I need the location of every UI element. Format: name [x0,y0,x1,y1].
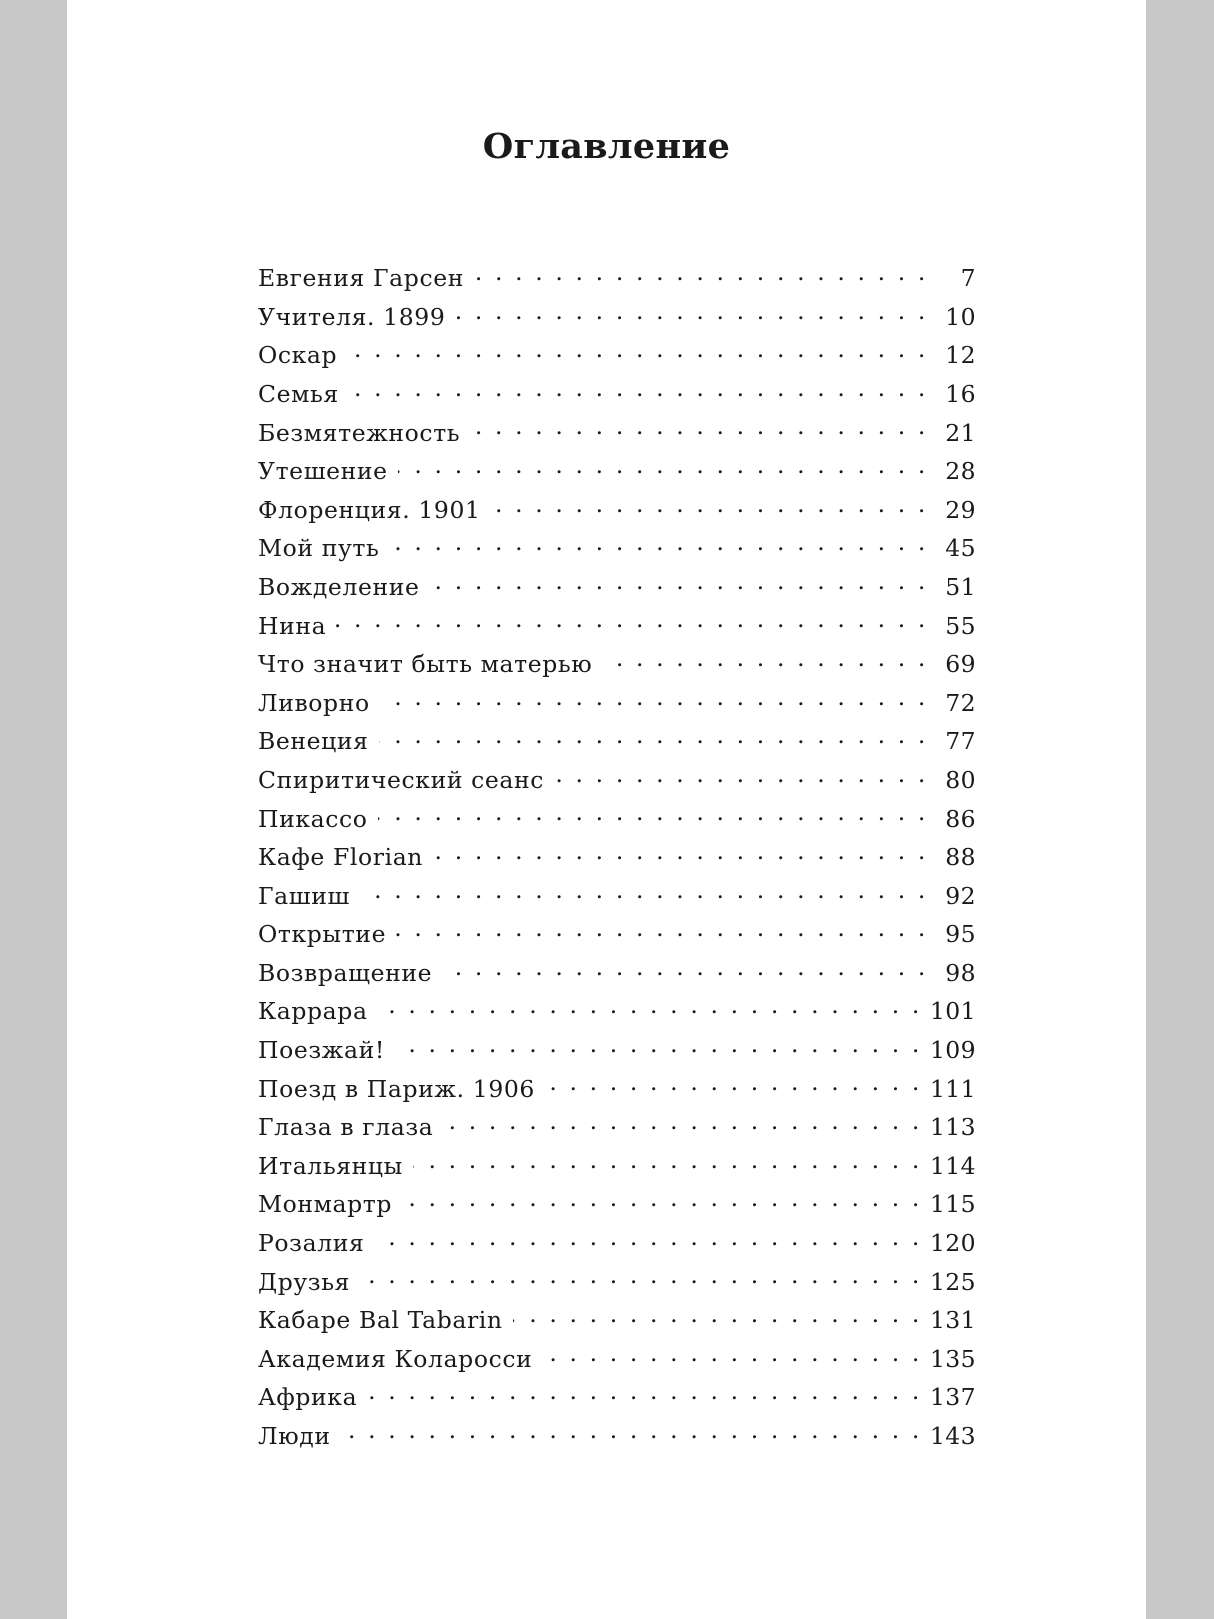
toc-entry-title: Поезжай! [258,1036,385,1065]
toc-entry-title: Возвращение [258,958,433,987]
toc-entry-page-number: 86 [945,804,976,833]
toc-entry-page-number: 21 [945,418,976,447]
toc-entry-page-number: 12 [945,341,976,370]
toc-entry-title: Академия Коларосси [258,1344,533,1373]
toc-entry [258,644,976,683]
toc-entry [258,953,976,992]
toc-entry [258,798,976,837]
dot-leader [433,837,928,865]
dot-leader [374,1223,922,1251]
toc-entry [258,1339,976,1378]
toc-entry-page-number: 45 [945,534,976,563]
toc-entry [258,914,976,953]
toc-entry-page-number: 16 [945,379,976,408]
toc-entry-title: Учителя. 1899 [258,302,446,331]
dot-leader [349,374,928,402]
toc-entry-title: Венеция [258,727,369,756]
toc-entry-title: Ливорно [258,688,370,717]
toc-entry-title: Поезд в Париж. 1906 [258,1074,535,1103]
toc-entry-title: Глаза в глаза [258,1113,434,1142]
toc-entry-title: Гашиш [258,881,350,910]
dot-leader [336,605,928,633]
toc-entry-title: Открытие [258,920,387,949]
toc-entry-title: Мой путь [258,534,380,563]
toc-entry [258,721,976,760]
toc-entry [258,1107,976,1146]
toc-entry-page-number: 131 [929,1306,976,1335]
dot-leader [396,914,928,942]
toc-entry-page-number: 137 [929,1383,976,1412]
toc-entry-page-number: 7 [960,264,976,293]
toc-entry-title: Спиритический сеанс [258,765,545,794]
toc-entry-page-number: 98 [945,958,976,987]
toc-entry [258,1300,976,1339]
toc-entry [258,297,976,336]
toc-entry [258,1416,976,1455]
dot-leader [347,335,928,363]
toc-entry [258,567,976,606]
toc-entry [258,991,976,1030]
dot-leader [380,683,928,711]
dot-leader [545,1068,922,1096]
toc-entry [258,605,976,644]
dot-leader [442,953,928,981]
dot-leader [413,1146,922,1174]
toc-entry-title: Что значит быть матерью [258,650,593,679]
toc-entry-page-number: 80 [945,765,976,794]
toc-entry-page-number: 10 [945,302,976,331]
dot-leader [378,991,922,1019]
dot-leader [491,490,928,518]
dot-leader [542,1339,922,1367]
toc-entry-title: Вожделение [258,572,420,601]
dot-leader [402,1184,922,1212]
book-page [67,0,1146,1619]
toc-entry [258,1146,976,1185]
page-title: Оглавление [482,126,731,167]
dot-leader [389,528,928,556]
toc-entry-title: Флоренция. 1901 [258,495,481,524]
toc-entry-title: Каррара [258,997,368,1026]
dot-leader [367,1377,922,1405]
toc-entry-page-number: 28 [945,457,976,486]
dot-leader [513,1300,922,1328]
table-of-contents [258,258,976,1454]
dot-leader [379,721,928,749]
toc-entry-title: Розалия [258,1229,365,1258]
dot-leader [470,412,928,440]
toc-entry-page-number: 125 [929,1267,976,1296]
dot-leader [360,876,928,904]
dot-leader [455,297,928,325]
toc-entry [258,1377,976,1416]
toc-entry-page-number: 114 [929,1151,976,1180]
dot-leader [474,258,928,286]
toc-entry [258,451,976,490]
dot-leader [395,1030,922,1058]
toc-entry-page-number: 51 [945,572,976,601]
toc-entry-page-number: 143 [929,1422,976,1450]
dot-leader [443,1107,922,1135]
toc-entry-title: Пикассо [258,804,368,833]
toc-entry [258,1184,976,1223]
toc-entry [258,490,976,529]
toc-entry [258,258,976,297]
toc-entry-title: Утешение [258,457,388,486]
dot-leader [360,1261,922,1289]
toc-entry [258,335,976,374]
toc-entry-title: Нина [258,611,327,640]
toc-entry-title: Монмартр [258,1190,393,1219]
toc-entry [258,683,976,722]
toc-entry [258,760,976,799]
dot-leader [554,760,928,788]
dot-leader [429,567,928,595]
toc-entry [258,528,976,567]
toc-entry-page-number: 111 [929,1074,976,1103]
toc-entry-title: Друзья [258,1267,351,1296]
toc-entry-title: Безмятежность [258,418,461,447]
dot-leader [378,798,928,826]
dot-leader [602,644,928,672]
toc-entry-page-number: 115 [929,1190,976,1219]
toc-entry-title: Евгения Гарсен [258,264,464,293]
toc-entry-page-number: 109 [929,1036,976,1065]
toc-entry-title: Люди [258,1422,331,1450]
toc-entry-page-number: 77 [945,727,976,756]
dot-leader [341,1416,922,1444]
toc-entry-page-number: 72 [945,688,976,717]
toc-entry-page-number: 92 [945,881,976,910]
toc-entry-title: Кафе Florian [258,843,424,872]
toc-entry-page-number: 101 [929,997,976,1026]
toc-entry [258,1068,976,1107]
toc-entry [258,1261,976,1300]
toc-entry [258,412,976,451]
toc-entry-page-number: 69 [945,650,976,679]
toc-entry-title: Оскар [258,341,338,370]
toc-entry-page-number: 55 [945,611,976,640]
toc-entry [258,1223,976,1262]
toc-entry [258,374,976,413]
toc-entry [258,837,976,876]
toc-entry-page-number: 135 [929,1344,976,1373]
toc-entry-page-number: 95 [945,920,976,949]
toc-entry-page-number: 113 [929,1113,976,1142]
toc-entry-title: Африка [258,1383,358,1412]
toc-entry-page-number: 29 [945,495,976,524]
toc-entry [258,1030,976,1069]
toc-entry [258,876,976,915]
toc-entry-page-number: 120 [929,1229,976,1258]
toc-entry-title: Кабаре Bal Tabarin [258,1306,503,1335]
toc-entry-page-number: 88 [945,843,976,872]
dot-leader [398,451,928,479]
toc-entry-title: Семья [258,379,339,408]
toc-entry-title: Итальянцы [258,1151,403,1180]
